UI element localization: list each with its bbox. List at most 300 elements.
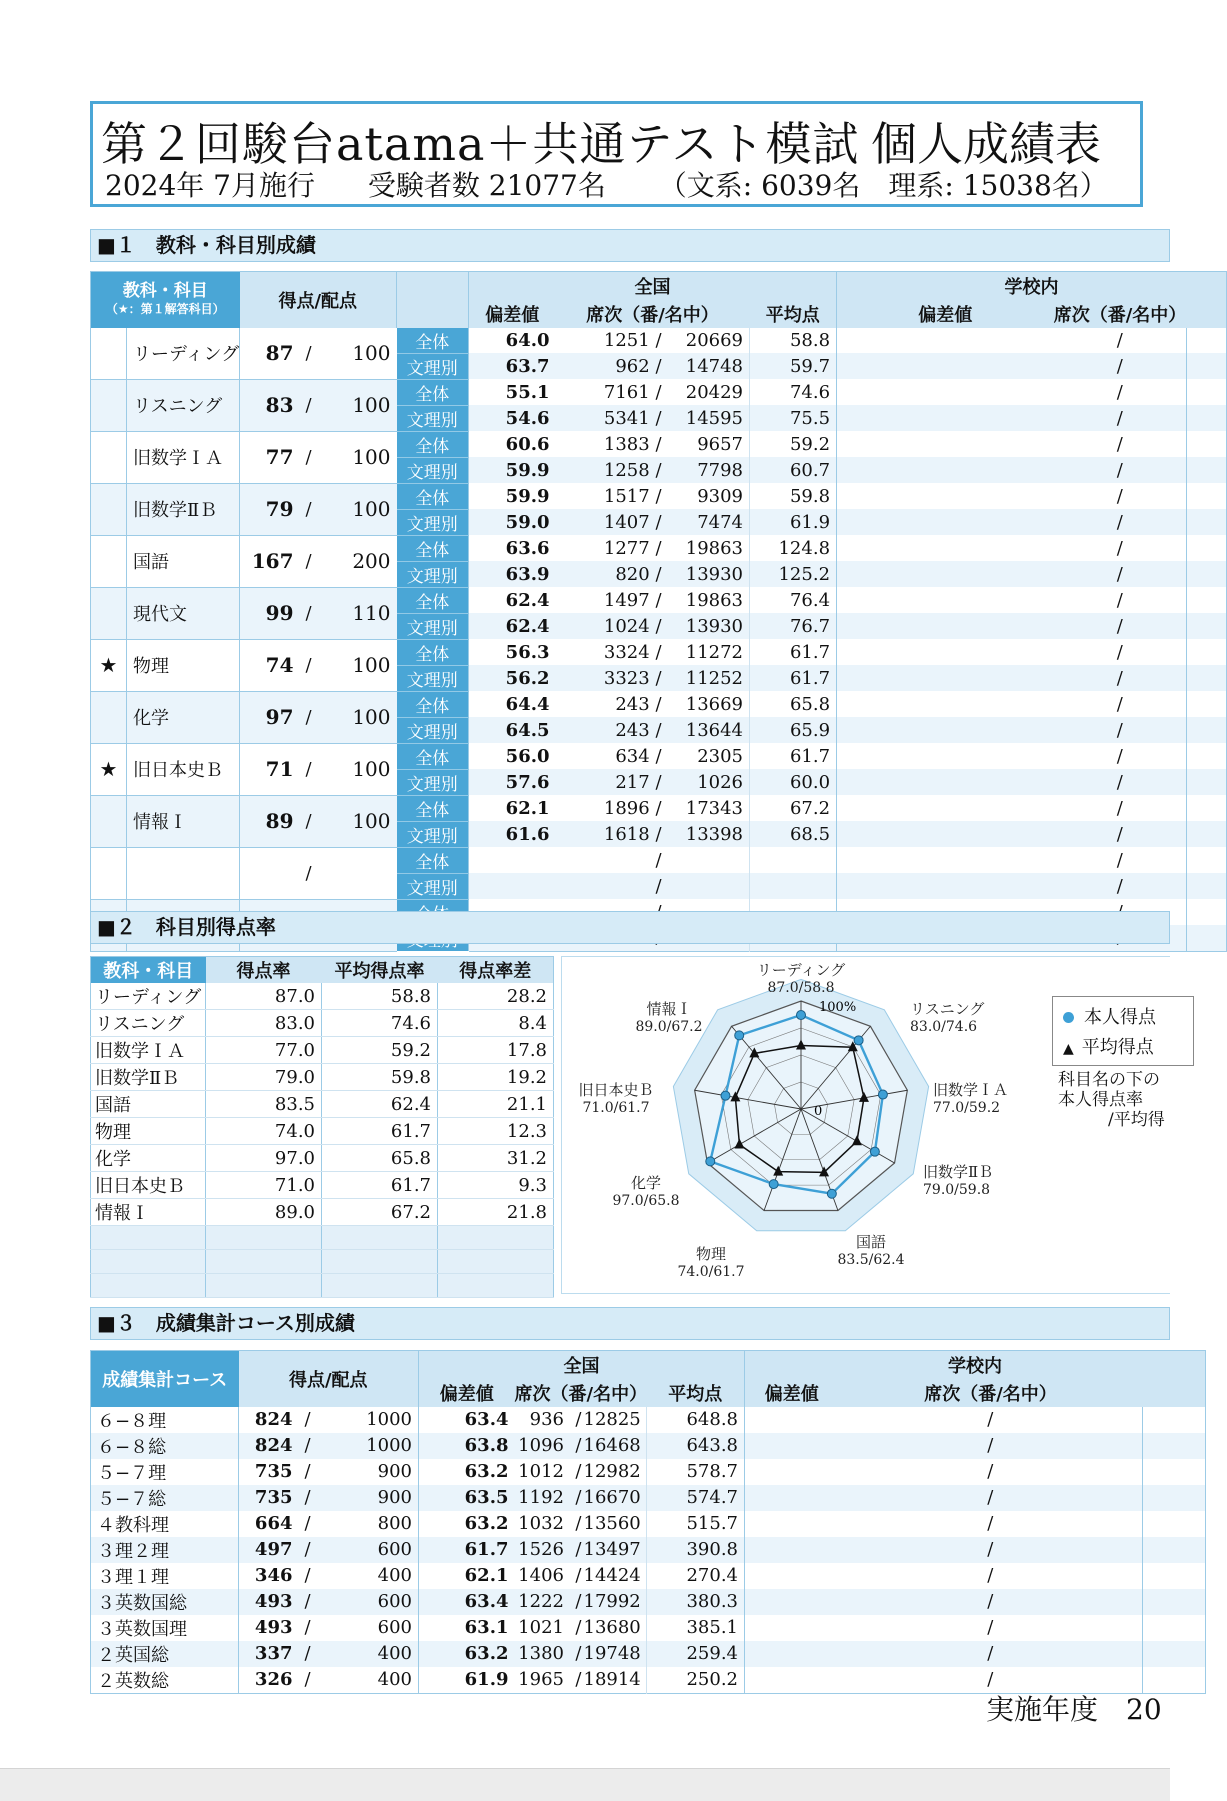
course-score: 346	[239, 1563, 295, 1589]
course-score: 664	[239, 1511, 295, 1537]
national-rank: 1497 /	[556, 587, 664, 613]
national-deviation: 64.4	[469, 691, 556, 717]
report-header	[90, 101, 1143, 207]
national-avg: 65.9	[750, 717, 837, 743]
school-rank: /	[1054, 405, 1187, 431]
course-row	[91, 1563, 1206, 1589]
section1-title: ■１ 教科・科目別成績	[90, 229, 1170, 262]
school-rank: /	[1054, 509, 1187, 535]
national-deviation: 63.2	[419, 1511, 515, 1537]
subject-name	[127, 847, 240, 899]
first-subject-star	[91, 795, 127, 847]
first-subject-star	[91, 328, 127, 380]
rate-value: 97.0	[206, 1145, 322, 1172]
national-avg: 270.4	[647, 1563, 745, 1589]
national-avg: 59.8	[750, 483, 837, 509]
school-deviation	[745, 1641, 839, 1667]
rate-value	[206, 1250, 322, 1274]
school-avg	[1187, 328, 1227, 354]
first-subject-star	[91, 691, 127, 743]
course-name: ５−７総	[91, 1485, 239, 1511]
legend-avg	[1063, 1033, 1154, 1059]
school-avg	[1187, 587, 1227, 613]
school-rank: /	[1054, 691, 1187, 717]
row-type-label: 文理別	[397, 353, 469, 379]
national-total: 13930	[664, 613, 750, 639]
school-avg	[1187, 509, 1227, 535]
national-avg: 65.8	[750, 691, 837, 717]
rate-value: 77.0	[206, 1037, 322, 1064]
rate-value: 89.0	[206, 1199, 322, 1226]
self-point	[706, 1157, 715, 1166]
row-type-label: 文理別	[397, 509, 469, 535]
rate-value: 83.0	[206, 1010, 322, 1037]
subject-max	[322, 847, 397, 899]
subject-score: 97	[240, 691, 296, 743]
rate-subject-name: 旧数学ＩＡ	[91, 1037, 206, 1064]
national-avg: 390.8	[647, 1537, 745, 1563]
rate-diff-value: 21.8	[438, 1199, 554, 1226]
col-school-rank-header: 席次（番/名中）	[839, 1380, 1143, 1407]
school-avg	[1143, 1589, 1206, 1615]
national-deviation: 61.9	[419, 1667, 515, 1694]
national-rank-value: 1380	[518, 1643, 564, 1664]
school-avg	[1187, 821, 1227, 847]
school-avg	[1187, 613, 1227, 639]
avg-rate-value: 62.4	[322, 1091, 438, 1118]
national-avg: 59.2	[750, 431, 837, 457]
category-label: 旧数学ＩＡ	[933, 1081, 1009, 1099]
national-total: 13560	[584, 1511, 647, 1537]
category-value-label: 89.0/67.2	[635, 1019, 703, 1035]
course-row	[91, 1511, 1206, 1537]
school-rank: /	[1054, 639, 1187, 665]
national-deviation: 63.2	[419, 1641, 515, 1667]
rate-subject-name: 旧日本史Ｂ	[91, 1172, 206, 1199]
school-rank: /	[1054, 587, 1187, 613]
national-deviation: 60.6	[469, 431, 556, 457]
school-deviation	[745, 1563, 839, 1589]
school-avg	[1187, 899, 1227, 925]
national-deviation: 63.1	[419, 1615, 515, 1641]
subject-score	[240, 847, 296, 899]
score-slash: /	[295, 1641, 321, 1667]
national-total: 13669	[664, 691, 750, 717]
score-rate-row	[91, 1274, 554, 1298]
subject-max: 110	[322, 587, 397, 639]
national-avg: 61.7	[750, 639, 837, 665]
national-deviation: 62.1	[469, 795, 556, 821]
national-avg: 380.3	[647, 1589, 745, 1615]
rate-diff-value	[438, 1226, 554, 1250]
avg-rate-value	[322, 1250, 438, 1274]
school-deviation	[745, 1615, 839, 1641]
rate-diff-value	[438, 1250, 554, 1274]
row-type-label: 文理別	[397, 613, 469, 639]
school-deviation	[745, 1433, 839, 1459]
national-rank-value: 1021	[518, 1617, 564, 1638]
national-total: 13398	[664, 821, 750, 847]
subject-max: 100	[322, 379, 397, 431]
subject-max: 100	[322, 691, 397, 743]
national-rank-value: 820	[615, 563, 650, 585]
school-avg	[1187, 847, 1227, 873]
national-avg: 74.6	[750, 379, 837, 405]
col-avg-header: 平均点	[647, 1380, 745, 1407]
avg-rate-value: 74.6	[322, 1010, 438, 1037]
school-deviation	[837, 587, 1054, 613]
score-slash: /	[296, 847, 322, 899]
category-value-label: 74.0/61.7	[677, 1264, 745, 1280]
national-rank: 1407 /	[556, 509, 664, 535]
subject-score: 99	[240, 587, 296, 639]
national-rank-value: 1497	[603, 589, 650, 611]
school-deviation	[745, 1667, 839, 1694]
school-deviation	[837, 639, 1054, 665]
national-total: 9657	[664, 431, 750, 457]
school-avg	[1187, 639, 1227, 665]
national-total: 19748	[584, 1641, 647, 1667]
national-avg: 385.1	[647, 1615, 745, 1641]
school-deviation	[837, 795, 1054, 821]
school-deviation	[745, 1589, 839, 1615]
score-slash: /	[296, 639, 322, 691]
national-total: 13680	[584, 1615, 647, 1641]
rate-subject-name: 化学	[91, 1145, 206, 1172]
subject-max: 200	[322, 535, 397, 587]
school-deviation	[837, 561, 1054, 587]
national-avg: 578.7	[647, 1459, 745, 1485]
national-total: 18914	[584, 1667, 647, 1694]
school-rank: /	[1054, 561, 1187, 587]
national-avg: 60.7	[750, 457, 837, 483]
course-score: 735	[239, 1485, 295, 1511]
score-slash: /	[296, 328, 322, 380]
national-rank: 1012 /	[515, 1459, 584, 1485]
score-slash: /	[296, 587, 322, 639]
national-rank: /	[556, 873, 664, 899]
section3-table-area	[90, 1350, 1170, 1692]
national-rank-value: 1192	[518, 1487, 564, 1508]
col-subject-label: 教科・科目	[122, 280, 208, 301]
national-rank: 1896 /	[556, 795, 664, 821]
course-max: 1000	[321, 1433, 419, 1459]
school-deviation	[837, 665, 1054, 691]
national-avg: 59.7	[750, 353, 837, 379]
col-deviation-header: 偏差値	[469, 301, 556, 328]
national-deviation: 56.0	[469, 743, 556, 769]
score-slash: /	[295, 1433, 321, 1459]
category-label: 旧数学ⅡＢ	[923, 1163, 994, 1181]
score-rate-row	[91, 1091, 554, 1118]
school-rank: /	[839, 1563, 1143, 1589]
rate-diff-value: 12.3	[438, 1118, 554, 1145]
score-slash: /	[295, 1485, 321, 1511]
national-avg: 61.7	[750, 743, 837, 769]
category-value-label: 83.0/74.6	[910, 1019, 978, 1035]
category-label: 化学	[630, 1174, 662, 1192]
school-rank: /	[1054, 613, 1187, 639]
col-course-header: 成績集計コース	[91, 1351, 239, 1407]
school-avg	[1187, 717, 1227, 743]
national-avg: 259.4	[647, 1641, 745, 1667]
section3-title: ■３ 成績集計コース別成績	[90, 1307, 1170, 1340]
subject-row-3-all	[91, 483, 1227, 509]
col-school-avg-header	[1143, 1380, 1206, 1407]
subject-score: 71	[240, 743, 296, 795]
national-total: 19863	[664, 535, 750, 561]
avg-rate-value: 59.2	[322, 1037, 438, 1064]
national-rank: 1021 /	[515, 1615, 584, 1641]
school-avg	[1187, 743, 1227, 769]
col-rank-header: 席次（番/名中）	[556, 301, 750, 328]
subject-name: 情報Ｉ	[127, 795, 240, 847]
col-school-deviation-header: 偏差値	[745, 1380, 839, 1407]
national-rank: 3323 /	[556, 665, 664, 691]
score-slash: /	[296, 691, 322, 743]
subject-score: 89	[240, 795, 296, 847]
rate-diff-value: 28.2	[438, 983, 554, 1010]
national-total	[664, 873, 750, 899]
self-point	[870, 1147, 879, 1156]
footer-text: 実施年度 20	[986, 1693, 1162, 1726]
school-rank: /	[1054, 717, 1187, 743]
school-rank: /	[1054, 769, 1187, 795]
first-subject-star	[91, 587, 127, 639]
national-deviation	[469, 847, 556, 873]
score-slash: /	[295, 1511, 321, 1537]
score-rate-row	[91, 1226, 554, 1250]
subject-max: 100	[322, 431, 397, 483]
school-rank: /	[1054, 535, 1187, 561]
school-rank: /	[839, 1537, 1143, 1563]
national-rank: 1024 /	[556, 613, 664, 639]
national-rank-value: 634	[615, 745, 650, 767]
school-deviation	[745, 1407, 839, 1433]
section1-table-area	[90, 271, 1187, 899]
national-avg: 124.8	[750, 535, 837, 561]
subject-row-4-all	[91, 535, 1227, 561]
category-label: 旧日本史Ｂ	[578, 1081, 654, 1099]
subject-name: 旧数学ⅡＢ	[127, 483, 240, 535]
national-deviation: 56.3	[469, 639, 556, 665]
col-type-header	[397, 272, 469, 328]
rate-subject-name: 物理	[91, 1118, 206, 1145]
rate-subject-name: 国語	[91, 1091, 206, 1118]
school-deviation	[837, 743, 1054, 769]
score-slash: /	[296, 379, 322, 431]
national-total: 7798	[664, 457, 750, 483]
national-rank: 1096 /	[515, 1433, 584, 1459]
score-rate-row	[91, 1064, 554, 1091]
national-rank: 962 /	[556, 353, 664, 379]
school-deviation	[745, 1511, 839, 1537]
national-avg: 67.2	[750, 795, 837, 821]
subject-max: 100	[322, 639, 397, 691]
course-max: 1000	[321, 1407, 419, 1433]
subject-row-1-all	[91, 379, 1227, 405]
row-type-label: 全体	[397, 535, 469, 561]
national-rank-value: 1012	[518, 1461, 564, 1482]
avg-rate-value: 65.8	[322, 1145, 438, 1172]
rate-subject-name: 情報Ｉ	[91, 1199, 206, 1226]
legend-self-label: 本人得点	[1084, 1007, 1156, 1028]
national-deviation: 63.2	[419, 1459, 515, 1485]
legend-avg-label: 平均得点	[1081, 1037, 1154, 1058]
national-rank: 820 /	[556, 561, 664, 587]
course-score: 326	[239, 1667, 295, 1694]
national-deviation: 59.9	[469, 483, 556, 509]
col-score-header: 得点/配点	[240, 272, 397, 328]
avg-rate-value	[322, 1274, 438, 1298]
national-avg: 76.4	[750, 587, 837, 613]
score-rate-table	[90, 956, 554, 1298]
rate-subject-name: リーディング	[91, 983, 206, 1010]
national-total: 7474	[664, 509, 750, 535]
school-deviation	[745, 1537, 839, 1563]
school-rank: /	[839, 1407, 1143, 1433]
national-rank-value: 5341	[603, 407, 650, 429]
school-avg	[1143, 1511, 1206, 1537]
subject-row-6-all	[91, 639, 1227, 665]
school-avg	[1187, 665, 1227, 691]
national-rank-value: 3323	[603, 667, 650, 689]
national-deviation: 63.7	[469, 353, 556, 379]
school-avg	[1187, 405, 1227, 431]
score-slash: /	[295, 1615, 321, 1641]
school-rank: /	[1054, 328, 1187, 354]
self-point	[769, 1180, 778, 1189]
self-point	[878, 1090, 887, 1099]
school-rank: /	[839, 1667, 1143, 1694]
page-title: 第２回駿台atama＋共通テスト模試	[101, 117, 860, 171]
national-total: 11272	[664, 639, 750, 665]
rate-value: 87.0	[206, 983, 322, 1010]
national-rank-value: 936	[529, 1409, 564, 1430]
row-type-label: 文理別	[397, 561, 469, 587]
national-deviation: 63.6	[469, 535, 556, 561]
national-total: 14748	[664, 353, 750, 379]
national-rank-value: 962	[615, 355, 650, 377]
school-avg	[1187, 873, 1227, 899]
legend-self	[1063, 1003, 1156, 1029]
national-total: 16670	[584, 1485, 647, 1511]
national-rank: 7161 /	[556, 379, 664, 405]
school-deviation	[837, 535, 1054, 561]
national-rank: 243 /	[556, 691, 664, 717]
row-type-label: 全体	[397, 795, 469, 821]
school-rank: /	[1054, 483, 1187, 509]
national-avg: 574.7	[647, 1485, 745, 1511]
school-avg	[1187, 431, 1227, 457]
course-max: 900	[321, 1459, 419, 1485]
national-rank-value: 1526	[518, 1539, 564, 1560]
course-name: ２英国総	[91, 1641, 239, 1667]
course-score: 824	[239, 1433, 295, 1459]
legend-self-marker	[1063, 1012, 1074, 1023]
group-school-header: 学校内	[745, 1351, 1206, 1380]
national-rank: 1192 /	[515, 1485, 584, 1511]
chart-legend	[1052, 996, 1194, 1066]
national-avg: 76.7	[750, 613, 837, 639]
first-subject-star	[91, 847, 127, 899]
school-rank: /	[1054, 457, 1187, 483]
national-deviation: 56.2	[469, 665, 556, 691]
school-avg	[1187, 925, 1227, 951]
course-name: ３英数国総	[91, 1589, 239, 1615]
chart-note-line1: 科目名の下の	[1058, 1070, 1160, 1090]
school-avg	[1143, 1563, 1206, 1589]
self-point	[721, 1091, 730, 1100]
school-avg	[1143, 1537, 1206, 1563]
national-rank: 1406 /	[515, 1563, 584, 1589]
school-avg	[1187, 457, 1227, 483]
first-subject-star	[91, 483, 127, 535]
rate-diff-value: 9.3	[438, 1172, 554, 1199]
row-type-label: 全体	[397, 587, 469, 613]
row-type-label: 文理別	[397, 769, 469, 795]
school-deviation	[837, 509, 1054, 535]
col-school-deviation-header: 偏差値	[837, 301, 1054, 328]
category-label: 情報Ｉ	[646, 1000, 692, 1018]
national-avg: 515.7	[647, 1511, 745, 1537]
col-subject-header: 教科・科目	[91, 957, 206, 984]
col-school-rank-header: 席次（番/名中）	[1054, 301, 1187, 328]
score-rate-row	[91, 1172, 554, 1199]
rate-subject-name	[91, 1274, 206, 1298]
col-subject-note: （★：第１解答科目）	[105, 301, 225, 316]
national-total: 12825	[584, 1407, 647, 1433]
school-rank: /	[839, 1433, 1143, 1459]
course-score: 497	[239, 1537, 295, 1563]
course-max: 900	[321, 1485, 419, 1511]
school-avg	[1187, 535, 1227, 561]
subject-row-2-all	[91, 431, 1227, 457]
school-deviation	[837, 821, 1054, 847]
school-deviation	[837, 431, 1054, 457]
subject-name: リスニング	[127, 379, 240, 431]
col-avg-header: 平均点	[750, 301, 837, 328]
subject-name: 旧日本史Ｂ	[127, 743, 240, 795]
national-rank: 634 /	[556, 743, 664, 769]
national-avg: 68.5	[750, 821, 837, 847]
row-type-label: 全体	[397, 691, 469, 717]
course-row	[91, 1537, 1206, 1563]
rate-subject-name	[91, 1250, 206, 1274]
first-subject-star	[91, 431, 127, 483]
national-total: 19863	[664, 587, 750, 613]
subject-max: 100	[322, 743, 397, 795]
rate-value: 79.0	[206, 1064, 322, 1091]
school-avg	[1143, 1459, 1206, 1485]
course-row	[91, 1433, 1206, 1459]
national-avg: 125.2	[750, 561, 837, 587]
school-deviation	[837, 379, 1054, 405]
national-avg: 250.2	[647, 1667, 745, 1694]
school-deviation	[837, 405, 1054, 431]
national-rank-value: 1618	[603, 823, 650, 845]
school-avg	[1143, 1485, 1206, 1511]
school-rank: /	[1054, 431, 1187, 457]
school-deviation	[837, 769, 1054, 795]
col-rank-header: 席次（番/名中）	[515, 1380, 647, 1407]
national-rank-value: 1896	[603, 797, 650, 819]
school-deviation	[837, 717, 1054, 743]
school-avg	[1143, 1641, 1206, 1667]
national-avg: 648.8	[647, 1407, 745, 1433]
subject-max: 100	[322, 483, 397, 535]
course-score: 337	[239, 1641, 295, 1667]
